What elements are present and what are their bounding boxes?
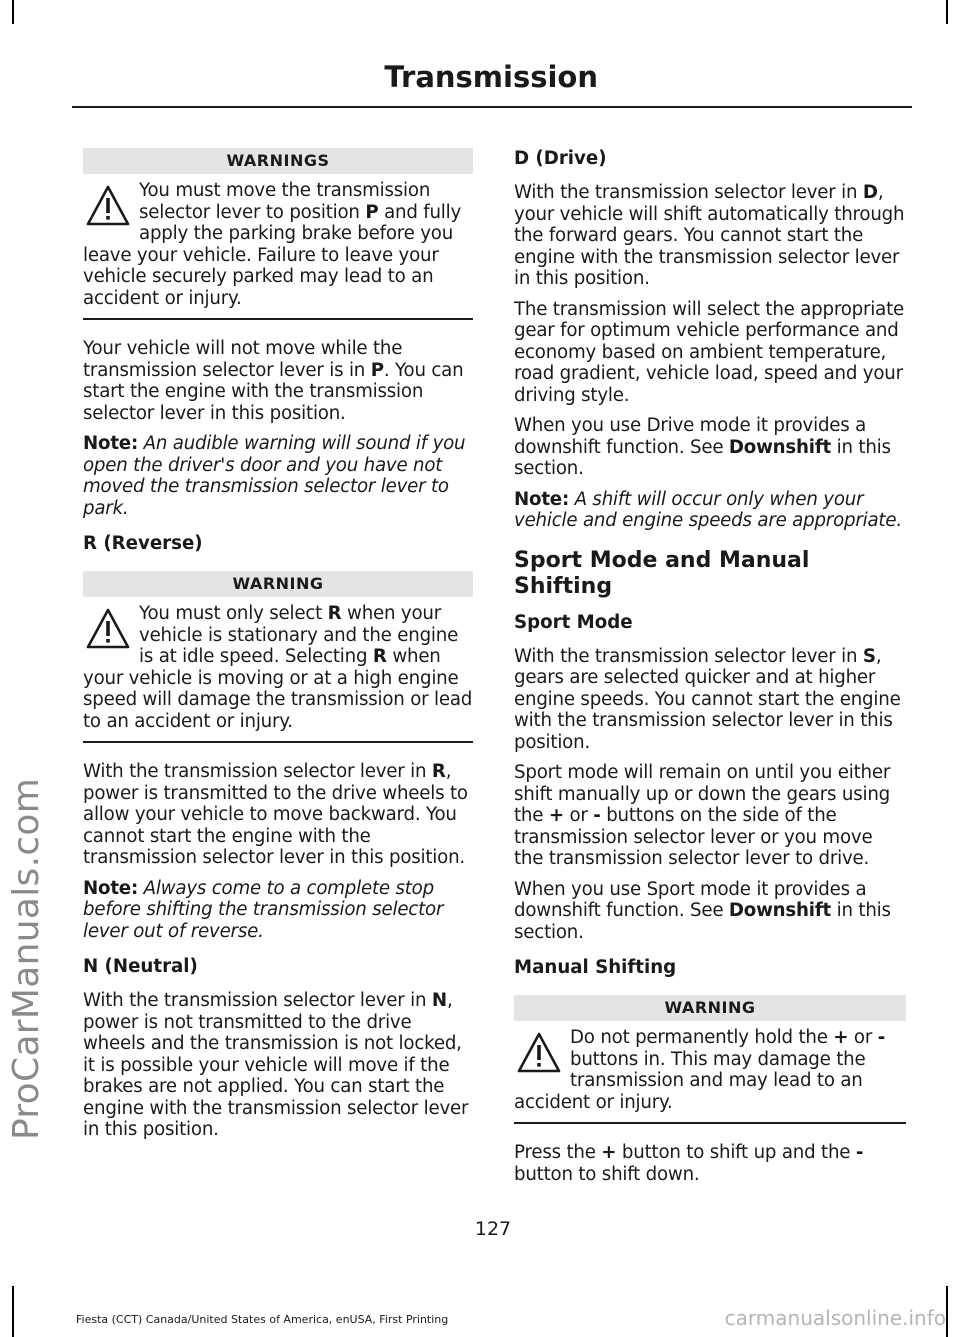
text: in this section. xyxy=(514,900,891,943)
heading-manual-shifting: Manual Shifting xyxy=(514,957,677,978)
warning-text: Do not permanently hold the xyxy=(570,1027,834,1048)
text-bold: + xyxy=(601,1142,617,1163)
warning-text: and fully apply the parking brake before you leave your vehicle. Failure to leave your vehicle securely parked may lead to an accident or injury. xyxy=(83,201,462,309)
text: , your vehicle will shift automatically through the forward gears. You cannot start the engine with the transmission selector lever in this position. xyxy=(514,182,905,289)
note-label: Note: xyxy=(83,433,139,454)
crop-mark xyxy=(12,1286,14,1337)
paragraph-drive-2: The transmission will select the appropriate gear for optimum vehicle performance and economy based on ambient temperature, road gradient, vehicle load, speed and your driving style. xyxy=(514,298,905,406)
warning-text: or xyxy=(848,1027,878,1048)
paragraph-manual xyxy=(514,1142,906,1185)
warning-triangle-icon xyxy=(85,607,131,651)
text: With the transmission selector lever in xyxy=(514,182,863,203)
text: With the transmission selector lever in xyxy=(83,761,432,782)
paragraph-neutral xyxy=(83,990,473,1141)
warning-text-bold: + xyxy=(833,1027,849,1048)
text: or xyxy=(563,805,594,826)
bottom-watermark: carmanualsonline.info xyxy=(724,1306,946,1330)
text-bold: Downshift xyxy=(728,900,832,921)
text-bold: D xyxy=(862,182,878,203)
warning-body xyxy=(83,174,473,320)
text: When you use Drive mode it provides a downshift function. See xyxy=(514,415,867,458)
note-text: An audible warning will sound if you open the driver's door and you have not moved the transmission selector lever to park. xyxy=(83,433,466,519)
text-bold: N xyxy=(431,990,447,1011)
text: Your vehicle will not move while the transmission selector lever is in xyxy=(83,338,403,381)
text-bold: + xyxy=(548,805,564,826)
paragraph-sport-2 xyxy=(514,762,906,870)
note-text: Always come to a complete stop before shifting the transmission selector lever out of reverse. xyxy=(83,877,444,942)
heading-neutral: N (Neutral) xyxy=(83,956,198,977)
heading-reverse: R (Reverse) xyxy=(83,533,203,554)
text: , power is transmitted to the drive wheels to allow your vehicle to move backward. You cannot start the engine with the transmission selector lever in this position. xyxy=(83,761,468,868)
text: Sport mode will remain on until you either shift manually up or down the gears using the xyxy=(514,762,891,826)
text: in this section. xyxy=(514,436,891,479)
footer-edition: Fiesta (CCT) Canada/United States of America, enUSA, First Printing xyxy=(76,1313,449,1326)
heading-sport-mode: Sport Mode xyxy=(514,611,633,633)
header-divider xyxy=(72,106,912,108)
text-bold: - xyxy=(593,805,601,826)
warning-text-bold: R xyxy=(372,646,387,667)
paragraph-reverse xyxy=(83,761,473,869)
paragraph-sport-3 xyxy=(514,879,906,944)
paragraph-drive-3 xyxy=(514,415,906,480)
warning-triangle-icon xyxy=(516,1031,562,1075)
warning-body xyxy=(514,1021,906,1124)
warning-text-bold: P xyxy=(365,201,379,223)
paragraph-sport-1 xyxy=(514,646,906,754)
paragraph-park xyxy=(83,338,473,424)
warning-text-bold: - xyxy=(877,1027,886,1048)
note-park xyxy=(83,433,473,519)
warning-text: when your vehicle is stationary and the engine is at idle speed. Selecting xyxy=(139,603,459,667)
warning-heading: WARNING xyxy=(514,995,906,1021)
text-bold: - xyxy=(855,1142,864,1163)
crop-mark xyxy=(946,1286,948,1337)
warning-text: You must move the transmission selector lever to position xyxy=(139,180,431,223)
text: With the transmission selector lever in xyxy=(514,645,863,667)
text: With the transmission selector lever in xyxy=(83,990,432,1011)
paragraph-drive-1 xyxy=(514,182,906,290)
side-watermark: ProCarManuals.com xyxy=(6,777,47,1140)
text: button to shift down. xyxy=(514,1163,700,1185)
text: , power is not transmitted to the drive wheels and the transmission is not locked, it is possible your vehicle will move if the brakes are not applied. You can start the engine with the transmission selector lever in this position. xyxy=(83,990,469,1140)
crop-mark xyxy=(946,0,948,24)
warning-triangle-icon xyxy=(85,184,131,228)
note-label: Note: xyxy=(83,877,139,899)
warning-text: You must only select xyxy=(139,603,328,624)
text-bold: R xyxy=(431,761,446,782)
warning-heading: WARNING xyxy=(83,571,473,597)
warning-body xyxy=(83,597,473,743)
note-label: Note: xyxy=(514,488,570,510)
note-text: A shift will occur only when your vehicle and engine speeds are appropriate. xyxy=(514,488,902,531)
text: When you use Sport mode it provides a downshift function. See xyxy=(514,878,867,921)
warning-text: buttons in. This may damage the transmission and may lead to an accident or injury. xyxy=(514,1048,866,1113)
text-bold: Downshift xyxy=(728,436,832,458)
heading-sport-manual: Sport Mode and Manual Shifting xyxy=(514,547,810,599)
text: button to shift up and the xyxy=(616,1142,856,1163)
page-title: Transmission xyxy=(384,60,598,94)
right-column xyxy=(514,148,906,1194)
page-number: 127 xyxy=(474,1218,512,1240)
warning-box-reverse xyxy=(83,571,473,743)
warning-heading: WARNINGS xyxy=(83,148,473,174)
heading-drive: D (Drive) xyxy=(514,148,607,169)
note-reverse xyxy=(83,878,473,943)
warning-box-manual xyxy=(514,995,906,1124)
text: buttons on the side of the transmission selector lever or you move the transmission selector lever to drive. xyxy=(514,805,873,869)
text-bold: P xyxy=(370,359,384,381)
text: , gears are selected quicker and at higher engine speeds. You cannot start the engine with the transmission selector lever in this position. xyxy=(514,645,901,753)
crop-mark xyxy=(12,0,14,24)
warning-text: when your vehicle is moving or at a high engine speed will damage the transmission or lead to an accident or injury. xyxy=(83,646,473,732)
text: Press the xyxy=(514,1142,602,1163)
warning-box-park xyxy=(83,148,473,320)
warning-text-bold: R xyxy=(327,603,342,624)
note-drive xyxy=(514,489,906,532)
left-column xyxy=(83,148,473,1150)
text: . You can start the engine with the transmission selector lever in this position. xyxy=(83,359,464,424)
text-bold: S xyxy=(862,645,876,667)
